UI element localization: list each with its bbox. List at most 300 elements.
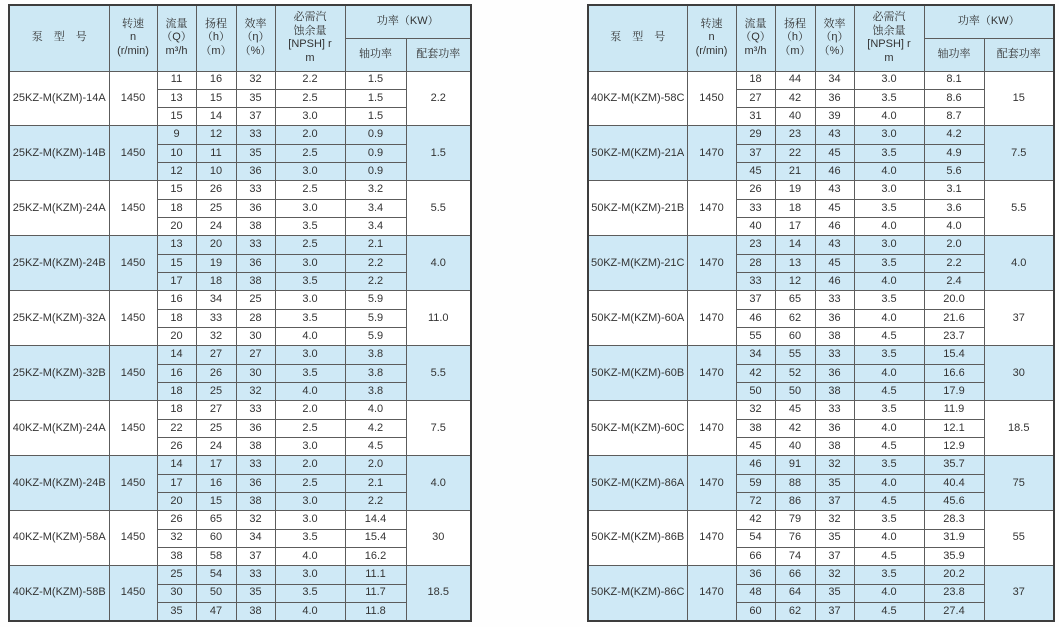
pump-spec-table-left xyxy=(8,4,472,622)
npsh-cell: 2.0 xyxy=(275,401,345,419)
head-cell: 33 xyxy=(196,309,236,327)
model-cell: 50KZ-M(KZM)-60A xyxy=(588,291,687,346)
matched-power-cell: 1.5 xyxy=(406,126,471,181)
npsh-cell: 2.5 xyxy=(275,419,345,437)
head-cell: 22 xyxy=(775,144,815,162)
speed-cell: 1450 xyxy=(109,236,157,291)
col-header-head-line: （m） xyxy=(779,45,811,58)
efficiency-cell: 35 xyxy=(236,584,275,602)
flow-cell: 14 xyxy=(157,456,196,474)
col-header-npsh xyxy=(275,5,345,71)
head-cell: 65 xyxy=(196,511,236,529)
efficiency-cell: 38 xyxy=(236,493,275,511)
efficiency-cell: 36 xyxy=(815,89,854,107)
head-cell: 50 xyxy=(775,383,815,401)
col-header-efficiency-line: 效率 xyxy=(823,17,846,30)
matched-power-cell: 15 xyxy=(984,71,1054,126)
flow-cell: 14 xyxy=(157,346,196,364)
head-cell: 50 xyxy=(196,584,236,602)
flow-cell: 20 xyxy=(157,328,196,346)
head-cell: 16 xyxy=(196,474,236,492)
model-cell: 25KZ-M(KZM)-32B xyxy=(9,346,109,401)
npsh-cell: 3.0 xyxy=(854,181,924,199)
head-cell: 26 xyxy=(196,181,236,199)
matched-power-cell: 18.5 xyxy=(984,401,1054,456)
table-row xyxy=(9,511,471,529)
shaft-power-cell: 27.4 xyxy=(924,603,984,621)
model-cell: 40KZ-M(KZM)-24A xyxy=(9,401,109,456)
speed-cell: 1450 xyxy=(687,71,736,126)
head-cell: 14 xyxy=(196,108,236,126)
flow-cell: 46 xyxy=(736,309,775,327)
col-header-efficiency xyxy=(815,5,854,71)
efficiency-cell: 33 xyxy=(815,346,854,364)
npsh-cell: 3.0 xyxy=(275,346,345,364)
col-header-head xyxy=(775,5,815,71)
shaft-power-cell: 2.2 xyxy=(924,254,984,272)
table-row xyxy=(9,236,471,254)
col-header-npsh-line: 蚀余量 xyxy=(293,24,327,37)
flow-cell: 35 xyxy=(157,603,196,621)
col-header-npsh-line: 必需汽 xyxy=(293,10,327,23)
shaft-power-cell: 20.0 xyxy=(924,291,984,309)
flow-cell: 13 xyxy=(157,236,196,254)
model-cell: 50KZ-M(KZM)-21C xyxy=(588,236,687,291)
model-cell: 25KZ-M(KZM)-24B xyxy=(9,236,109,291)
col-header-power-group: 功率（KW） xyxy=(924,5,1054,38)
efficiency-cell: 37 xyxy=(236,108,275,126)
head-cell: 45 xyxy=(775,401,815,419)
shaft-power-cell: 2.1 xyxy=(345,236,406,254)
col-header-npsh-line: 蚀余量 xyxy=(872,24,906,37)
model-cell: 40KZ-M(KZM)-58C xyxy=(588,71,687,126)
head-cell: 23 xyxy=(775,126,815,144)
npsh-cell: 3.0 xyxy=(854,236,924,254)
model-cell: 50KZ-M(KZM)-60C xyxy=(588,401,687,456)
model-cell: 40KZ-M(KZM)-58B xyxy=(9,566,109,621)
head-cell: 21 xyxy=(775,163,815,181)
flow-cell: 29 xyxy=(736,126,775,144)
head-cell: 86 xyxy=(775,493,815,511)
head-cell: 25 xyxy=(196,199,236,217)
efficiency-cell: 35 xyxy=(815,529,854,547)
head-cell: 91 xyxy=(775,456,815,474)
shaft-power-cell: 31.9 xyxy=(924,529,984,547)
head-cell: 58 xyxy=(196,548,236,566)
flow-cell: 31 xyxy=(736,108,775,126)
col-header-npsh-line: m xyxy=(884,52,894,64)
head-cell: 24 xyxy=(196,218,236,236)
head-cell: 47 xyxy=(196,603,236,621)
flow-cell: 22 xyxy=(157,419,196,437)
efficiency-cell: 27 xyxy=(236,346,275,364)
npsh-cell: 3.5 xyxy=(275,273,345,291)
shaft-power-cell: 14.4 xyxy=(345,511,406,529)
col-header-flow-line: 流量 xyxy=(165,17,188,30)
flow-cell: 42 xyxy=(736,511,775,529)
npsh-cell: 4.0 xyxy=(275,328,345,346)
flow-cell: 9 xyxy=(157,126,196,144)
flow-cell: 18 xyxy=(157,401,196,419)
head-cell: 17 xyxy=(775,218,815,236)
efficiency-cell: 43 xyxy=(815,126,854,144)
col-header-head-line: 扬程 xyxy=(784,17,806,30)
efficiency-cell: 38 xyxy=(815,383,854,401)
efficiency-cell: 33 xyxy=(236,126,275,144)
efficiency-cell: 33 xyxy=(236,456,275,474)
matched-power-cell: 11.0 xyxy=(406,291,471,346)
flow-cell: 23 xyxy=(736,236,775,254)
shaft-power-cell: 16.2 xyxy=(345,548,406,566)
col-header-speed-line: n xyxy=(129,31,137,44)
speed-cell: 1470 xyxy=(687,291,736,346)
col-header-speed-line: (r/min) xyxy=(695,45,728,58)
table-header xyxy=(9,5,471,71)
efficiency-cell: 28 xyxy=(236,309,275,327)
head-cell: 10 xyxy=(196,163,236,181)
shaft-power-cell: 3.8 xyxy=(345,346,406,364)
npsh-cell: 4.0 xyxy=(854,218,924,236)
npsh-cell: 4.5 xyxy=(854,548,924,566)
head-cell: 24 xyxy=(196,438,236,456)
model-cell: 50KZ-M(KZM)-86C xyxy=(588,566,687,621)
table-row xyxy=(588,291,1054,309)
head-cell: 19 xyxy=(775,181,815,199)
shaft-power-cell: 4.0 xyxy=(924,218,984,236)
npsh-cell: 3.0 xyxy=(275,199,345,217)
flow-cell: 15 xyxy=(157,254,196,272)
shaft-power-cell: 23.7 xyxy=(924,328,984,346)
model-cell: 25KZ-M(KZM)-14B xyxy=(9,126,109,181)
shaft-power-cell: 3.8 xyxy=(345,383,406,401)
efficiency-cell: 38 xyxy=(236,273,275,291)
col-header-npsh xyxy=(854,5,924,71)
efficiency-cell: 43 xyxy=(815,181,854,199)
flow-cell: 13 xyxy=(157,89,196,107)
col-header-npsh-line: 必需汽 xyxy=(872,10,906,23)
npsh-cell: 2.5 xyxy=(275,181,345,199)
shaft-power-cell: 17.9 xyxy=(924,383,984,401)
npsh-cell: 3.5 xyxy=(854,89,924,107)
shaft-power-cell: 3.8 xyxy=(345,364,406,382)
flow-cell: 15 xyxy=(157,181,196,199)
head-cell: 16 xyxy=(196,71,236,89)
efficiency-cell: 32 xyxy=(815,511,854,529)
efficiency-cell: 33 xyxy=(236,401,275,419)
col-header-head-line: （h） xyxy=(780,31,810,44)
efficiency-cell: 33 xyxy=(815,401,854,419)
flow-cell: 18 xyxy=(157,383,196,401)
npsh-cell: 3.5 xyxy=(854,346,924,364)
flow-cell: 20 xyxy=(157,493,196,511)
npsh-cell: 3.0 xyxy=(275,163,345,181)
matched-power-cell: 5.5 xyxy=(406,181,471,236)
head-cell: 40 xyxy=(775,438,815,456)
efficiency-cell: 36 xyxy=(815,309,854,327)
col-header-speed xyxy=(109,5,157,71)
efficiency-cell: 34 xyxy=(236,529,275,547)
flow-cell: 26 xyxy=(157,438,196,456)
head-cell: 40 xyxy=(775,108,815,126)
efficiency-cell: 34 xyxy=(815,71,854,89)
shaft-power-cell: 40.4 xyxy=(924,474,984,492)
efficiency-cell: 45 xyxy=(815,144,854,162)
efficiency-cell: 36 xyxy=(815,364,854,382)
efficiency-cell: 37 xyxy=(815,493,854,511)
npsh-cell: 3.5 xyxy=(275,364,345,382)
shaft-power-cell: 4.2 xyxy=(924,126,984,144)
head-cell: 19 xyxy=(196,254,236,272)
flow-cell: 38 xyxy=(736,419,775,437)
col-header-shaft-power: 轴功率 xyxy=(345,38,406,71)
model-cell: 40KZ-M(KZM)-58A xyxy=(9,511,109,566)
flow-cell: 37 xyxy=(736,144,775,162)
head-cell: 76 xyxy=(775,529,815,547)
matched-power-cell: 4.0 xyxy=(406,236,471,291)
flow-cell: 45 xyxy=(736,438,775,456)
col-header-flow-line: 流量 xyxy=(744,17,767,30)
col-header-model xyxy=(9,5,109,71)
npsh-cell: 4.0 xyxy=(854,584,924,602)
head-cell: 60 xyxy=(775,328,815,346)
npsh-cell: 3.0 xyxy=(854,71,924,89)
table-row xyxy=(588,236,1054,254)
shaft-power-cell: 1.5 xyxy=(345,71,406,89)
col-header-efficiency-line: （η） xyxy=(241,31,270,44)
efficiency-cell: 33 xyxy=(815,291,854,309)
flow-cell: 20 xyxy=(157,218,196,236)
col-header-flow xyxy=(157,5,196,71)
shaft-power-cell: 11.8 xyxy=(345,603,406,621)
efficiency-cell: 32 xyxy=(815,566,854,584)
speed-cell: 1470 xyxy=(687,126,736,181)
shaft-power-cell: 2.1 xyxy=(345,474,406,492)
matched-power-cell: 75 xyxy=(984,456,1054,511)
efficiency-cell: 38 xyxy=(236,438,275,456)
head-cell: 52 xyxy=(775,364,815,382)
npsh-cell: 4.5 xyxy=(854,438,924,456)
speed-cell: 1450 xyxy=(109,566,157,621)
col-header-matched-power: 配套功率 xyxy=(406,38,471,71)
npsh-cell: 4.0 xyxy=(854,163,924,181)
efficiency-cell: 38 xyxy=(236,218,275,236)
flow-cell: 48 xyxy=(736,584,775,602)
efficiency-cell: 38 xyxy=(815,328,854,346)
head-cell: 11 xyxy=(196,144,236,162)
speed-cell: 1470 xyxy=(687,511,736,566)
shaft-power-cell: 1.5 xyxy=(345,89,406,107)
shaft-power-cell: 4.2 xyxy=(345,419,406,437)
efficiency-cell: 38 xyxy=(815,438,854,456)
head-cell: 15 xyxy=(196,89,236,107)
model-cell: 50KZ-M(KZM)-60B xyxy=(588,346,687,401)
head-cell: 42 xyxy=(775,89,815,107)
head-cell: 60 xyxy=(196,529,236,547)
npsh-cell: 4.0 xyxy=(854,273,924,291)
head-cell: 14 xyxy=(775,236,815,254)
shaft-power-cell: 15.4 xyxy=(345,529,406,547)
speed-cell: 1450 xyxy=(109,181,157,236)
head-cell: 66 xyxy=(775,566,815,584)
npsh-cell: 4.0 xyxy=(275,548,345,566)
speed-cell: 1470 xyxy=(687,236,736,291)
efficiency-cell: 43 xyxy=(815,236,854,254)
flow-cell: 54 xyxy=(736,529,775,547)
speed-cell: 1450 xyxy=(109,291,157,346)
flow-cell: 45 xyxy=(736,163,775,181)
shaft-power-cell: 4.5 xyxy=(345,438,406,456)
head-cell: 34 xyxy=(196,291,236,309)
matched-power-cell: 37 xyxy=(984,291,1054,346)
matched-power-cell: 5.5 xyxy=(984,181,1054,236)
speed-cell: 1470 xyxy=(687,181,736,236)
model-cell: 25KZ-M(KZM)-24A xyxy=(9,181,109,236)
shaft-power-cell: 4.0 xyxy=(345,401,406,419)
shaft-power-cell: 2.2 xyxy=(345,273,406,291)
table-row xyxy=(588,401,1054,419)
matched-power-cell: 7.5 xyxy=(984,126,1054,181)
npsh-cell: 4.5 xyxy=(854,603,924,621)
col-header-flow-line: （Q） xyxy=(161,31,192,44)
npsh-cell: 2.0 xyxy=(275,126,345,144)
flow-cell: 42 xyxy=(736,364,775,382)
head-cell: 13 xyxy=(775,254,815,272)
col-header-power-group: 功率（KW） xyxy=(345,5,471,38)
flow-cell: 10 xyxy=(157,144,196,162)
model-cell: 25KZ-M(KZM)-32A xyxy=(9,291,109,346)
shaft-power-cell: 4.9 xyxy=(924,144,984,162)
efficiency-cell: 38 xyxy=(236,603,275,621)
matched-power-cell: 30 xyxy=(984,346,1054,401)
head-cell: 65 xyxy=(775,291,815,309)
col-header-head-line: （m） xyxy=(200,45,232,58)
shaft-power-cell: 12.9 xyxy=(924,438,984,456)
npsh-cell: 2.5 xyxy=(275,144,345,162)
flow-cell: 18 xyxy=(157,309,196,327)
flow-cell: 34 xyxy=(736,346,775,364)
efficiency-cell: 32 xyxy=(815,456,854,474)
shaft-power-cell: 35.7 xyxy=(924,456,984,474)
shaft-power-cell: 8.7 xyxy=(924,108,984,126)
shaft-power-cell: 3.4 xyxy=(345,199,406,217)
head-cell: 25 xyxy=(196,419,236,437)
head-cell: 44 xyxy=(775,71,815,89)
table-row xyxy=(9,291,471,309)
speed-cell: 1450 xyxy=(109,126,157,181)
shaft-power-cell: 2.0 xyxy=(924,236,984,254)
table-header xyxy=(588,5,1054,71)
npsh-cell: 2.0 xyxy=(275,456,345,474)
shaft-power-cell: 0.9 xyxy=(345,126,406,144)
table-row xyxy=(588,511,1054,529)
col-header-head-line: （h） xyxy=(201,31,231,44)
table-row xyxy=(9,126,471,144)
flow-cell: 30 xyxy=(157,584,196,602)
efficiency-cell: 46 xyxy=(815,273,854,291)
efficiency-cell: 46 xyxy=(815,163,854,181)
npsh-cell: 3.5 xyxy=(854,456,924,474)
matched-power-cell: 4.0 xyxy=(406,456,471,511)
npsh-cell: 3.0 xyxy=(275,108,345,126)
npsh-cell: 3.5 xyxy=(275,584,345,602)
table-row xyxy=(9,456,471,474)
flow-cell: 33 xyxy=(736,199,775,217)
efficiency-cell: 35 xyxy=(815,474,854,492)
col-header-head-line: 扬程 xyxy=(205,17,227,30)
col-header-flow-line: m³/h xyxy=(744,45,767,58)
flow-cell: 40 xyxy=(736,218,775,236)
npsh-cell: 3.5 xyxy=(854,254,924,272)
efficiency-cell: 36 xyxy=(236,474,275,492)
speed-cell: 1470 xyxy=(687,456,736,511)
model-cell: 25KZ-M(KZM)-14A xyxy=(9,71,109,126)
flow-cell: 12 xyxy=(157,163,196,181)
shaft-power-cell: 35.9 xyxy=(924,548,984,566)
speed-cell: 1450 xyxy=(109,71,157,126)
matched-power-cell: 4.0 xyxy=(984,236,1054,291)
col-header-head xyxy=(196,5,236,71)
npsh-cell: 2.5 xyxy=(275,236,345,254)
shaft-power-cell: 1.5 xyxy=(345,108,406,126)
table-body-right xyxy=(588,71,1054,621)
flow-cell: 16 xyxy=(157,291,196,309)
npsh-cell: 3.5 xyxy=(854,291,924,309)
matched-power-cell: 2.2 xyxy=(406,71,471,126)
flow-cell: 66 xyxy=(736,548,775,566)
table-row xyxy=(588,456,1054,474)
flow-cell: 28 xyxy=(736,254,775,272)
efficiency-cell: 45 xyxy=(815,254,854,272)
matched-power-cell: 55 xyxy=(984,511,1054,566)
npsh-cell: 4.0 xyxy=(854,108,924,126)
efficiency-cell: 25 xyxy=(236,291,275,309)
pump-spec-table-right xyxy=(587,4,1055,622)
speed-cell: 1450 xyxy=(109,346,157,401)
npsh-cell: 4.5 xyxy=(854,383,924,401)
col-header-speed-line: 转速 xyxy=(122,17,144,30)
head-cell: 74 xyxy=(775,548,815,566)
shaft-power-cell: 3.4 xyxy=(345,218,406,236)
npsh-cell: 3.5 xyxy=(275,309,345,327)
efficiency-cell: 36 xyxy=(236,254,275,272)
flow-cell: 36 xyxy=(736,566,775,584)
efficiency-cell: 35 xyxy=(236,89,275,107)
head-cell: 27 xyxy=(196,401,236,419)
flow-cell: 37 xyxy=(736,291,775,309)
head-cell: 17 xyxy=(196,456,236,474)
table-row xyxy=(9,401,471,419)
flow-cell: 25 xyxy=(157,566,196,584)
speed-cell: 1470 xyxy=(687,566,736,621)
shaft-power-cell: 28.3 xyxy=(924,511,984,529)
shaft-power-cell: 21.6 xyxy=(924,309,984,327)
efficiency-cell: 37 xyxy=(815,548,854,566)
matched-power-cell: 37 xyxy=(984,566,1054,621)
table-row xyxy=(9,71,471,89)
col-header-efficiency-line: （%） xyxy=(818,45,851,58)
speed-cell: 1450 xyxy=(109,511,157,566)
head-cell: 62 xyxy=(775,309,815,327)
flow-cell: 33 xyxy=(736,273,775,291)
shaft-power-cell: 23.8 xyxy=(924,584,984,602)
shaft-power-cell: 3.1 xyxy=(924,181,984,199)
shaft-power-cell: 2.4 xyxy=(924,273,984,291)
model-cell: 50KZ-M(KZM)-21B xyxy=(588,181,687,236)
head-cell: 79 xyxy=(775,511,815,529)
npsh-cell: 2.5 xyxy=(275,474,345,492)
efficiency-cell: 36 xyxy=(236,199,275,217)
efficiency-cell: 30 xyxy=(236,328,275,346)
